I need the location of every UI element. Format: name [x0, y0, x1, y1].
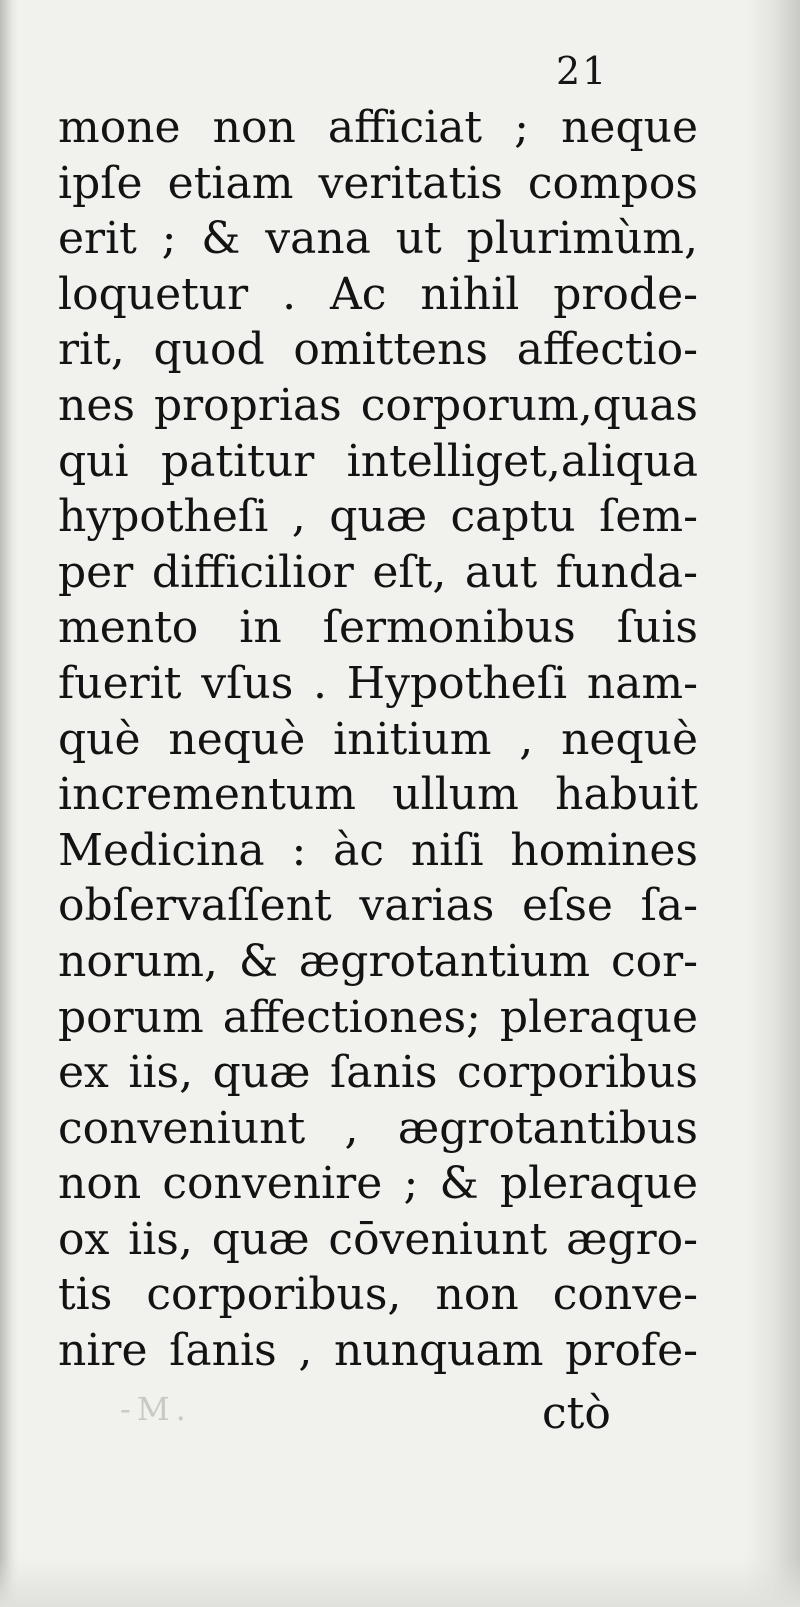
text-line: ipſe etiam veritatis compos	[58, 157, 698, 209]
page-edge-shadow-right	[745, 0, 800, 1607]
body-text	[58, 100, 698, 1379]
text-line: conveniunt , ægrotantibus	[58, 1102, 698, 1154]
page-edge-shadow-bottom	[0, 1557, 800, 1607]
text-line: tis corporibus, non conve-	[58, 1269, 698, 1321]
text-line: erit ; & vana ut plurimùm,	[58, 213, 698, 265]
text-line: fuerit vſus . Hypotheſi nam-	[58, 657, 698, 709]
text-line: obſervaſſent varias eſse ſa-	[58, 880, 698, 932]
text-line: hypotheſi , quæ captu ſem-	[58, 491, 698, 543]
text-line: rit, quod omittens affectio-	[58, 324, 698, 376]
page-number: 21	[556, 49, 609, 93]
text-line: per difficilior eſt, aut funda-	[58, 546, 698, 598]
text-line: non convenire ; & pleraque	[58, 1158, 698, 1210]
text-line: porum affectiones; pleraque	[58, 991, 698, 1043]
text-line: qui patitur intelliget,aliqua	[58, 435, 698, 487]
text-line: nire ſanis , nunquam profe-	[58, 1325, 698, 1377]
text-line: què nequè initium , nequè	[58, 713, 698, 765]
text-line: mento in ſermonibus ſuis	[58, 602, 698, 654]
text-line: nes proprias corporum,quas	[58, 379, 698, 431]
page-edge-shadow-left	[0, 0, 18, 1607]
text-line: incrementum ullum habuit	[58, 769, 698, 821]
text-line: Medicina : àc niſi homines	[58, 824, 698, 876]
catchword: ctò	[542, 1388, 611, 1439]
text-line: ex iis, quæ ſanis corporibus	[58, 1047, 698, 1099]
bleed-through-mark: -M.	[120, 1390, 192, 1428]
text-line: mone non afficiat ; neque	[58, 102, 698, 153]
text-line: loquetur . Ac nihil prode-	[58, 268, 698, 320]
text-line: ox iis, quæ cōveniunt ægro-	[58, 1213, 698, 1265]
text-line: norum, & ægrotantium cor-	[58, 935, 698, 987]
